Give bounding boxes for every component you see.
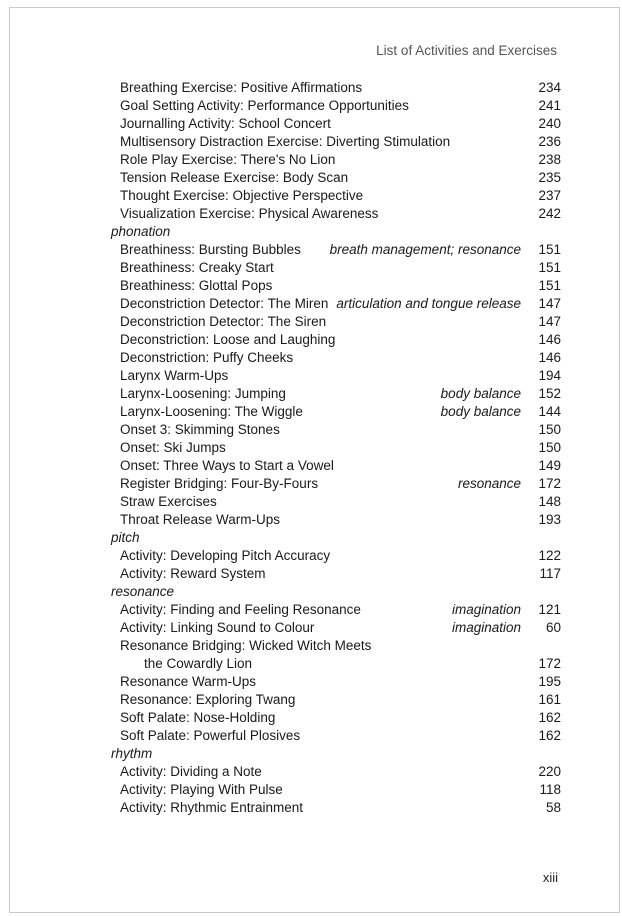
- category-heading: [111, 745, 561, 763]
- list-item: [111, 187, 561, 205]
- page-reference: 161: [538, 692, 561, 707]
- list-item: [111, 601, 561, 619]
- list-item: [111, 277, 561, 295]
- activity-title: Activity: Dividing a Note: [120, 764, 262, 779]
- list-item: [111, 205, 561, 223]
- list-item: [111, 799, 561, 817]
- activity-title: Larynx-Loosening: Jumping: [120, 386, 286, 401]
- page-reference: 122: [538, 548, 561, 563]
- category-label: phonation: [111, 224, 171, 239]
- activity-title: Visualization Exercise: Physical Awareness: [120, 206, 379, 221]
- category-heading: [111, 529, 561, 547]
- page-reference: 150: [538, 422, 561, 437]
- running-head: List of Activities and Exercises: [376, 43, 557, 58]
- list-item: [111, 331, 561, 349]
- page-number: xiii: [542, 870, 558, 885]
- cross-reference-note: imagination: [451, 602, 521, 617]
- list-item: [111, 439, 561, 457]
- list-item: [111, 79, 561, 97]
- page-reference: 172: [538, 476, 561, 491]
- list-item: [111, 457, 561, 475]
- list-item: [111, 673, 561, 691]
- page-reference: 235: [538, 170, 561, 185]
- page-reference: 151: [538, 242, 561, 257]
- page-reference: 117: [539, 566, 561, 581]
- list-item: [111, 151, 561, 169]
- list-item: [111, 385, 561, 403]
- activity-title: Role Play Exercise: There's No Lion: [120, 152, 336, 167]
- category-label: rhythm: [111, 746, 153, 761]
- activity-title: Larynx Warm-Ups: [120, 368, 229, 383]
- list-item: [111, 421, 561, 439]
- list-item: [111, 709, 561, 727]
- category-heading: [111, 583, 561, 601]
- activity-title: Deconstriction Detector: The Miren: [120, 296, 329, 311]
- activity-title: Register Bridging: Four-By-Fours: [120, 476, 319, 491]
- cross-reference-note: resonance: [457, 476, 521, 491]
- activity-title: Soft Palate: Powerful Plosives: [120, 728, 301, 743]
- list-item: [111, 547, 561, 565]
- list-item: [111, 781, 561, 799]
- activity-list: [111, 79, 561, 817]
- page-reference: 118: [539, 782, 561, 797]
- list-item: [111, 655, 561, 673]
- list-item: [111, 763, 561, 781]
- page-reference: 121: [538, 602, 561, 617]
- page-reference: 241: [538, 98, 561, 113]
- list-item: [111, 403, 561, 421]
- category-label: pitch: [111, 530, 140, 545]
- list-item: [111, 259, 561, 277]
- activity-title: Activity: Playing With Pulse: [120, 782, 283, 797]
- cross-reference-note: breath management; resonance: [329, 242, 521, 257]
- activity-title: Activity: Finding and Feeling Resonance: [120, 602, 361, 617]
- list-item: [111, 367, 561, 385]
- page-reference: 194: [538, 368, 561, 383]
- activity-title: Journalling Activity: School Concert: [120, 116, 331, 131]
- page-reference: 60: [545, 620, 561, 635]
- activity-title: Resonance Warm-Ups: [120, 674, 257, 689]
- activity-title: Straw Exercises: [120, 494, 217, 509]
- activity-title: Breathiness: Bursting Bubbles: [120, 242, 301, 257]
- list-item: [111, 475, 561, 493]
- activity-title: Breathing Exercise: Positive Affirmations: [120, 80, 363, 95]
- list-item: [111, 691, 561, 709]
- activity-title: Deconstriction Detector: The Siren: [120, 314, 327, 329]
- activity-title: Deconstriction: Loose and Laughing: [120, 332, 336, 347]
- cross-reference-note: articulation and tongue release: [336, 296, 521, 311]
- list-item: [111, 511, 561, 529]
- list-item: [111, 493, 561, 511]
- activity-title: Activity: Reward System: [120, 566, 266, 581]
- activity-title: Breathiness: Creaky Start: [120, 260, 274, 275]
- page-reference: 144: [538, 404, 561, 419]
- list-item: [111, 295, 561, 313]
- activity-title: Soft Palate: Nose-Holding: [120, 710, 276, 725]
- book-page: [9, 7, 620, 913]
- activity-title: Activity: Rhythmic Entrainment: [120, 800, 304, 815]
- page-reference: 58: [545, 800, 561, 815]
- cross-reference-note: body balance: [440, 386, 521, 401]
- list-item: [111, 241, 561, 259]
- page-reference: 234: [538, 80, 561, 95]
- page-reference: 146: [538, 332, 561, 347]
- activity-title: Onset 3: Skimming Stones: [120, 422, 280, 437]
- activity-title: Resonance Bridging: Wicked Witch Meets: [120, 638, 372, 653]
- list-item: [111, 115, 561, 133]
- activity-title: Tension Release Exercise: Body Scan: [120, 170, 349, 185]
- list-item: [111, 349, 561, 367]
- list-item: [111, 637, 561, 655]
- page-reference: 150: [538, 440, 561, 455]
- activity-title: Activity: Linking Sound to Colour: [120, 620, 315, 635]
- page-reference: 162: [538, 728, 561, 743]
- activity-title: Deconstriction: Puffy Cheeks: [120, 350, 294, 365]
- page-reference: 151: [538, 260, 561, 275]
- list-item: [111, 169, 561, 187]
- cross-reference-note: body balance: [440, 404, 521, 419]
- list-item: [111, 133, 561, 151]
- page-reference: 147: [538, 314, 561, 329]
- page-reference: 237: [538, 188, 561, 203]
- page-reference: 148: [538, 494, 561, 509]
- list-item: [111, 727, 561, 745]
- page-reference: 193: [538, 512, 561, 527]
- list-item: [111, 565, 561, 583]
- page-reference: 172: [538, 656, 561, 671]
- page-reference: 242: [538, 206, 561, 221]
- page-reference: 149: [538, 458, 561, 473]
- activity-title: Multisensory Distraction Exercise: Diverting Stimulation: [120, 134, 451, 149]
- activity-title: Activity: Developing Pitch Accuracy: [120, 548, 331, 563]
- activity-title: Resonance: Exploring Twang: [120, 692, 296, 707]
- activity-title: Thought Exercise: Objective Perspective: [120, 188, 364, 203]
- activity-title: Throat Release Warm-Ups: [120, 512, 281, 527]
- page-reference: 162: [538, 710, 561, 725]
- list-item: [111, 97, 561, 115]
- page-reference: 152: [538, 386, 561, 401]
- list-item: [111, 313, 561, 331]
- activity-title: Breathiness: Glottal Pops: [120, 278, 273, 293]
- page-reference: 238: [538, 152, 561, 167]
- category-label: resonance: [111, 584, 175, 599]
- page-reference: 147: [538, 296, 561, 311]
- page-reference: 146: [538, 350, 561, 365]
- category-heading: [111, 223, 561, 241]
- activity-title: Goal Setting Activity: Performance Opportunities: [120, 98, 409, 113]
- cross-reference-note: imagination: [451, 620, 521, 635]
- page-reference: 236: [538, 134, 561, 149]
- page-reference: 220: [538, 764, 561, 779]
- list-item: [111, 619, 561, 637]
- activity-title: Larynx-Loosening: The Wiggle: [120, 404, 303, 419]
- page-reference: 240: [538, 116, 561, 131]
- activity-title: Onset: Three Ways to Start a Vowel: [120, 458, 334, 473]
- page-reference: 151: [538, 278, 561, 293]
- activity-title: Onset: Ski Jumps: [120, 440, 226, 455]
- page-reference: 195: [538, 674, 561, 689]
- activity-title: the Cowardly Lion: [144, 656, 253, 671]
